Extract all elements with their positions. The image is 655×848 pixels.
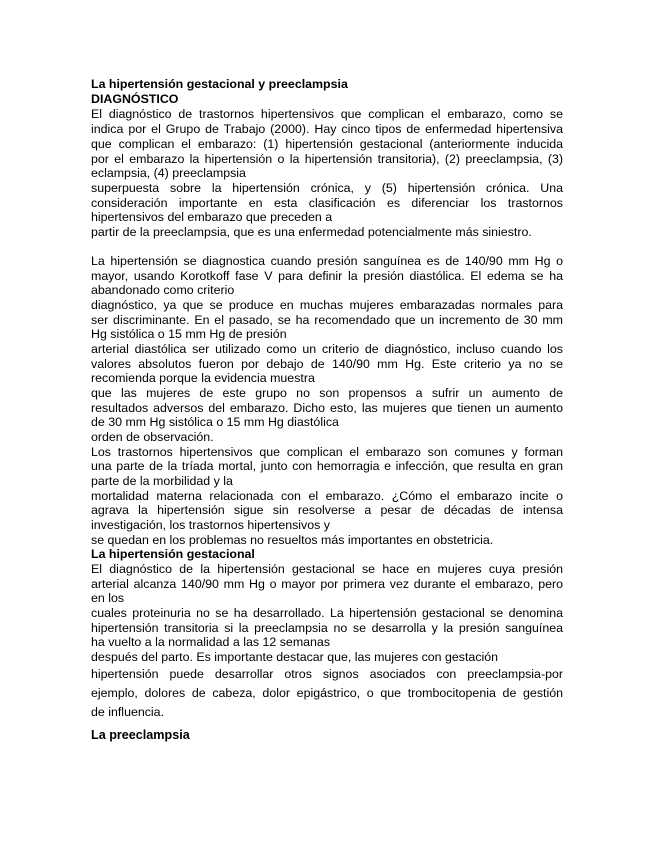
paragraph-line: eclampsia, (4) preeclampsia bbox=[91, 166, 246, 180]
section-heading-preeclampsia: La preeclampsia bbox=[91, 728, 190, 742]
paragraph-line: hipertensión transitoria si la preeclampsia no se desarrolla y la presión sanguínea bbox=[91, 621, 563, 635]
paragraph-line: agrava la hipertensión sigue sin resolverse a pesar de décadas de intensa bbox=[91, 503, 563, 517]
section-heading-hipertension-gestacional: La hipertensión gestacional bbox=[91, 547, 255, 561]
paragraph-line: El diagnóstico de la hipertensión gestacional se hace en mujeres cuya presión bbox=[91, 562, 563, 576]
paragraph-line: El diagnóstico de trastornos hipertensivos que complican el embarazo, como se bbox=[91, 107, 563, 121]
paragraph-line: abandonado como criterio bbox=[91, 283, 235, 297]
paragraph-line: superpuesta sobre la hipertensión crónica, y (5) hipertensión crónica. Una bbox=[91, 181, 563, 195]
paragraph-line: recomienda porque la evidencia muestra bbox=[91, 371, 315, 385]
paragraph-line: que complican el embarazo: (1) hipertensión gestacional (anteriormente inducida bbox=[91, 137, 563, 151]
paragraph-line: valores absolutos fueron por debajo de 140/90 mm Hg. Este criterio ya no se bbox=[91, 357, 563, 371]
paragraph-line: después del parto. Es importante destacar que, las mujeres con gestación bbox=[91, 650, 499, 664]
document-title: La hipertensión gestacional y preeclampsia bbox=[91, 77, 348, 91]
paragraph-line: hipertensión puede desarrollar otros signos asociados con preeclampsia-por bbox=[91, 667, 563, 681]
paragraph-line: Hg sistólica o 15 mm Hg de presión bbox=[91, 327, 287, 341]
paragraph-line: investigación, los trastornos hipertensivos y bbox=[91, 518, 330, 532]
paragraph-line: Los trastornos hipertensivos que complican el embarazo son comunes y forman bbox=[91, 445, 563, 459]
paragraph-line: parte de la morbilidad y la bbox=[91, 474, 233, 488]
paragraph-line: que las mujeres de este grupo no son propensos a sufrir un aumento de bbox=[91, 386, 563, 400]
paragraph-line: arterial diastólica ser utilizado como un criterio de diagnóstico, incluso cuando los bbox=[91, 342, 563, 356]
paragraph-line: resultados adversos del embarazo. Dicho esto, las mujeres que tienen un aumento bbox=[91, 401, 563, 415]
section-heading-diagnostico: DIAGNÓSTICO bbox=[91, 92, 179, 106]
paragraph-line: diagnóstico, ya que se produce en muchas mujeres embarazadas normales para bbox=[91, 298, 563, 312]
paragraph-line: indica por el Grupo de Trabajo (2000). Hay cinco tipos de enfermedad hipertensiva bbox=[91, 122, 563, 136]
paragraph-line: orden de observación. bbox=[91, 430, 214, 444]
paragraph-line: se quedan en los problemas no resueltos más importantes en obstetricia. bbox=[91, 533, 494, 547]
paragraph-line: consideración importante en esta clasificación es diferenciar los trastornos bbox=[91, 196, 563, 210]
paragraph-line: hipertensivos del embarazo que preceden a bbox=[91, 210, 333, 224]
paragraph-line: mortalidad materna relacionada con el embarazo. ¿Cómo el embarazo incite o bbox=[91, 489, 563, 503]
paragraph-line: por el embarazo la hipertensión o la hipertensión transitoria), (2) preeclampsia, (3) bbox=[91, 152, 563, 166]
paragraph-line: arterial alcanza 140/90 mm Hg o mayor por primera vez durante el embarazo, pero bbox=[91, 577, 563, 591]
paragraph-line: ejemplo, dolores de cabeza, dolor epigástrico, o que trombocitopenia de gestión bbox=[91, 686, 563, 700]
paragraph-line: de influencia. bbox=[91, 705, 165, 719]
paragraph-line: ha vuelto a la normalidad a las 12 semanas bbox=[91, 635, 331, 649]
paragraph-line: ser discriminante. En el pasado, se ha recomendado que un incremento de 30 mm bbox=[91, 313, 563, 327]
paragraph-line: cuales proteinuria no se ha desarrollado. La hipertensión gestacional se denomina bbox=[91, 606, 563, 620]
paragraph-line: en los bbox=[91, 591, 125, 605]
paragraph-line: de 30 mm Hg sistólica o 15 mm Hg diastólica bbox=[91, 415, 339, 429]
paragraph-line: mayor, usando Korotkoff fase V para definir la presión diastólica. El edema se ha bbox=[91, 269, 563, 283]
paragraph-line: una parte de la tríada mortal, junto con hemorragia e infección, que resulta en gran bbox=[91, 459, 563, 473]
paragraph-line: partir de la preeclampsia, que es una enfermedad potencialmente más siniestro. bbox=[91, 225, 532, 239]
paragraph-line: La hipertensión se diagnostica cuando presión sanguínea es de 140/90 mm Hg o bbox=[91, 254, 563, 268]
